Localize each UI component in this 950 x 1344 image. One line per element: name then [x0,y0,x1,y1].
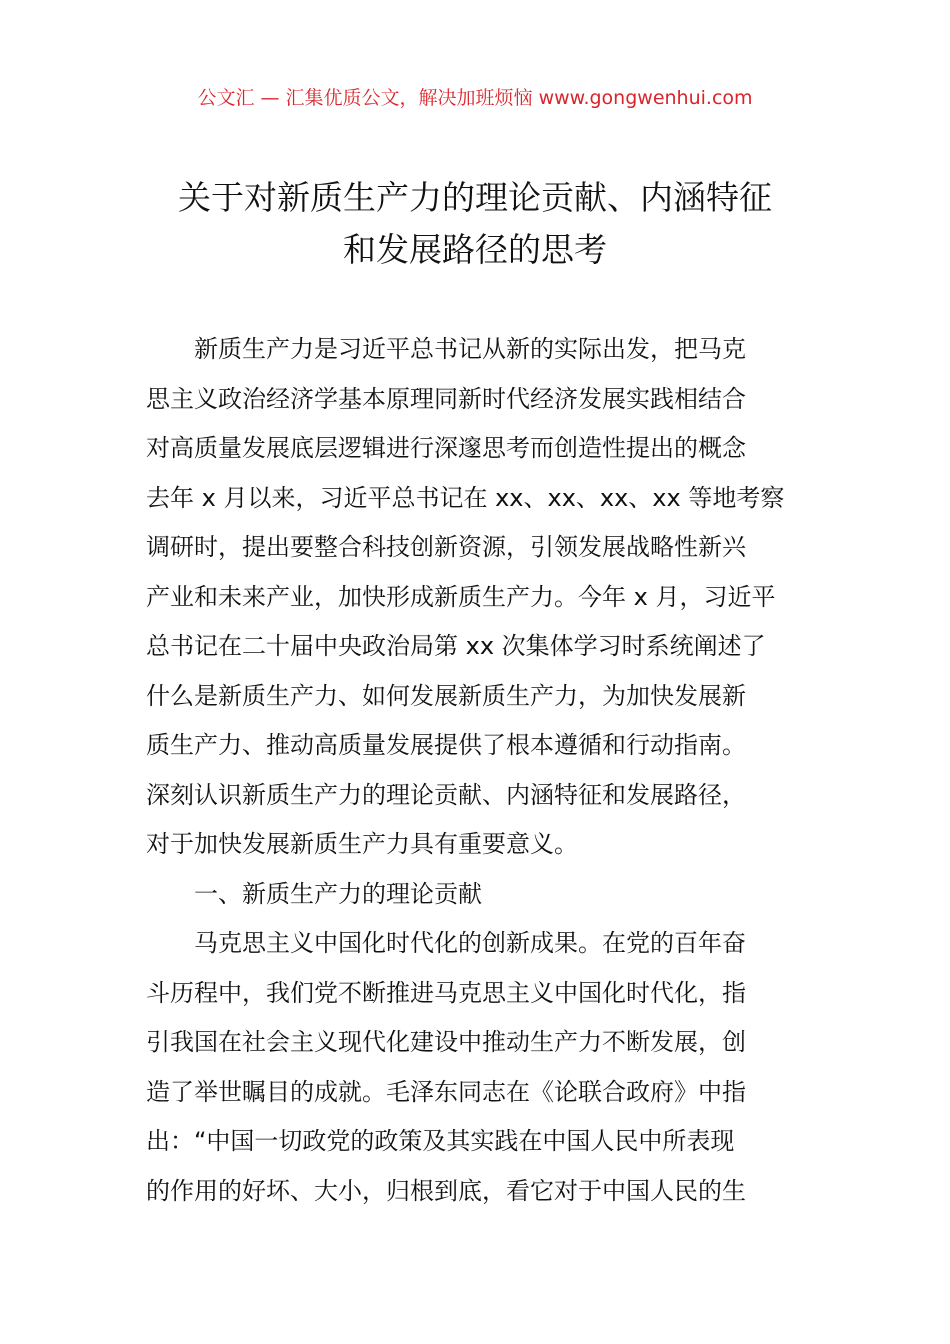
title-line: 关于对新质生产力的理论贡献、内涵特征 [178,178,772,217]
document-title [0,172,950,276]
title-line: 和发展路径的思考 [343,230,607,269]
paragraph-line: 造了举世瞩目的成就。毛泽东同志在《论联合政府》中指 [146,1077,746,1106]
paragraph-line: 引我国在社会主义现代化建设中推动生产力不断发展，创 [146,1028,746,1056]
paragraph-line: 什么是新质生产力、如何发展新质生产力，为加快发展新 [146,681,746,710]
header-banner: 公文汇 — 汇集优质公文，解决加班烦恼 www.gongwenhui.com [197,87,753,109]
paragraph-line: 的作用的好坏、大小，归根到底，看它对于中国人民的生 [146,1176,746,1205]
section-heading: 一、新质生产力的理论贡献 [194,879,482,908]
paragraph-line: 去年 x 月以来，习近平总书记在 xx、xx、xx、xx 等地考察 [146,483,785,512]
paragraph-line: 对高质量发展底层逻辑进行深邃思考而创造性提出的概念 [146,434,746,462]
paragraph-line: 调研时，提出要整合科技创新资源，引领发展战略性新兴 [146,533,746,561]
paragraph-line: 斗历程中，我们党不断推进马克思主义中国化时代化，指 [146,978,746,1007]
paragraph-line: 对于加快发展新质生产力具有重要意义。 [146,830,578,858]
paragraph-line: 新质生产力是习近平总书记从新的实际出发，把马克 [194,335,746,363]
paragraph-line: 思主义政治经济学基本原理同新时代经济发展实践相结合 [146,384,746,413]
paragraph-line: 总书记在二十届中央政治局第 xx 次集体学习时系统阐述了 [146,632,766,660]
paragraph-line: 质生产力、推动高质量发展提供了根本遵循和行动指南。 [146,731,746,759]
paragraph-line: 出：“中国一切政党的政策及其实践在中国人民中所表现 [146,1127,735,1155]
paragraph-line: 深刻认识新质生产力的理论贡献、内涵特征和发展路径， [146,780,746,809]
document-body [146,325,806,1216]
paragraph-line: 马克思主义中国化时代化的创新成果。在党的百年奋 [194,929,746,957]
paragraph-line: 产业和未来产业，加快形成新质生产力。今年 x 月，习近平 [146,582,776,611]
